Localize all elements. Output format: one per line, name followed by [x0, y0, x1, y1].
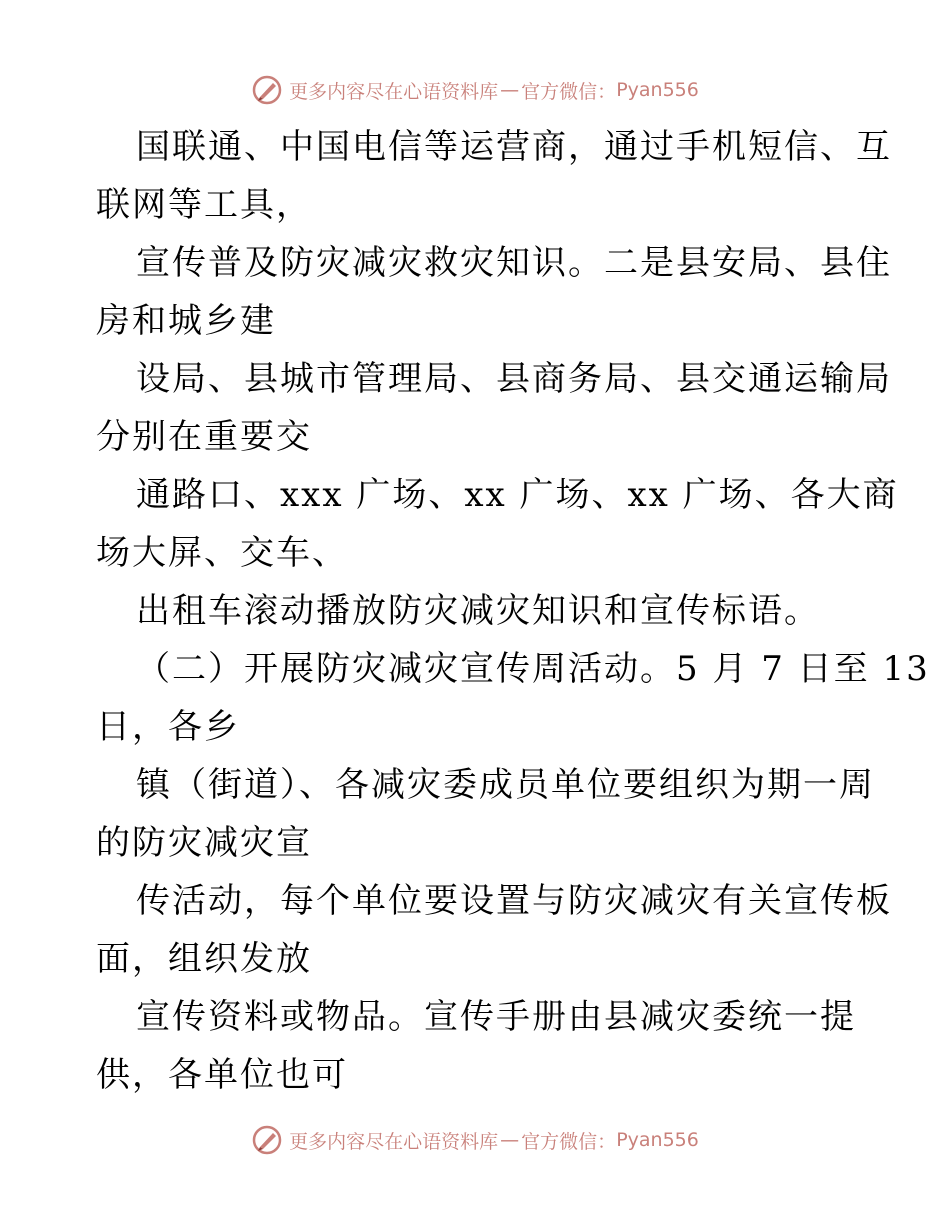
body-line: 宣传资料或物品。宣传手册由县减灾委统一提 [136, 997, 856, 1037]
body-line: 国联通、中国电信等运营商，通过手机短信、互 [136, 127, 892, 167]
document-body [96, 118, 930, 1104]
body-line: 的防灾减灾宣 [96, 823, 312, 863]
body-line: 出租车滚动播放防灾减灾知识和宣传标语。 [136, 591, 820, 631]
body-line: 宣传普及防灾减灾救灾知识。二是县安局、县住 [136, 243, 892, 283]
watermark-site-text: 更多内容尽在心语资料库 [289, 1130, 499, 1153]
watermark-wechat-id: Pyan556 [616, 1129, 699, 1151]
body-line: 场大屏、交车、 [96, 533, 348, 573]
body-line: 面，组织发放 [96, 939, 312, 979]
body-line: 房和城乡建 [96, 301, 276, 341]
watermark-wechat-id: Pyan556 [616, 79, 699, 101]
body-line: 分别在重要交 [96, 417, 312, 457]
watermark-separator: — [500, 79, 520, 101]
body-line: （二）开展防灾减灾宣传周活动。5 月 7 日至 13 [136, 649, 930, 689]
watermark-wechat-label: 官方微信： [521, 80, 617, 103]
body-line: 日，各乡 [96, 707, 240, 747]
body-line: 传活动，每个单位要设置与防灾减灾有关宣传板 [136, 881, 892, 921]
watermark-separator: — [500, 1129, 520, 1151]
body-line: 镇（街道）、各减灾委成员单位要组织为期一周 [136, 765, 875, 805]
watermark-footer [0, 1120, 950, 1160]
body-line: 联网等工具， [96, 185, 312, 225]
body-line: 供，各单位也可 [96, 1055, 348, 1095]
pen-logo-icon [251, 74, 283, 106]
watermark-wechat-label: 官方微信： [521, 1130, 617, 1153]
body-line: 通路口、xxx 广场、xx 广场、xx 广场、各大商 [136, 475, 899, 515]
pen-logo-icon [251, 1124, 283, 1156]
watermark-site-text: 更多内容尽在心语资料库 [289, 80, 499, 103]
watermark-header [0, 70, 950, 110]
body-line: 设局、县城市管理局、县商务局、县交通运输局 [136, 359, 892, 399]
